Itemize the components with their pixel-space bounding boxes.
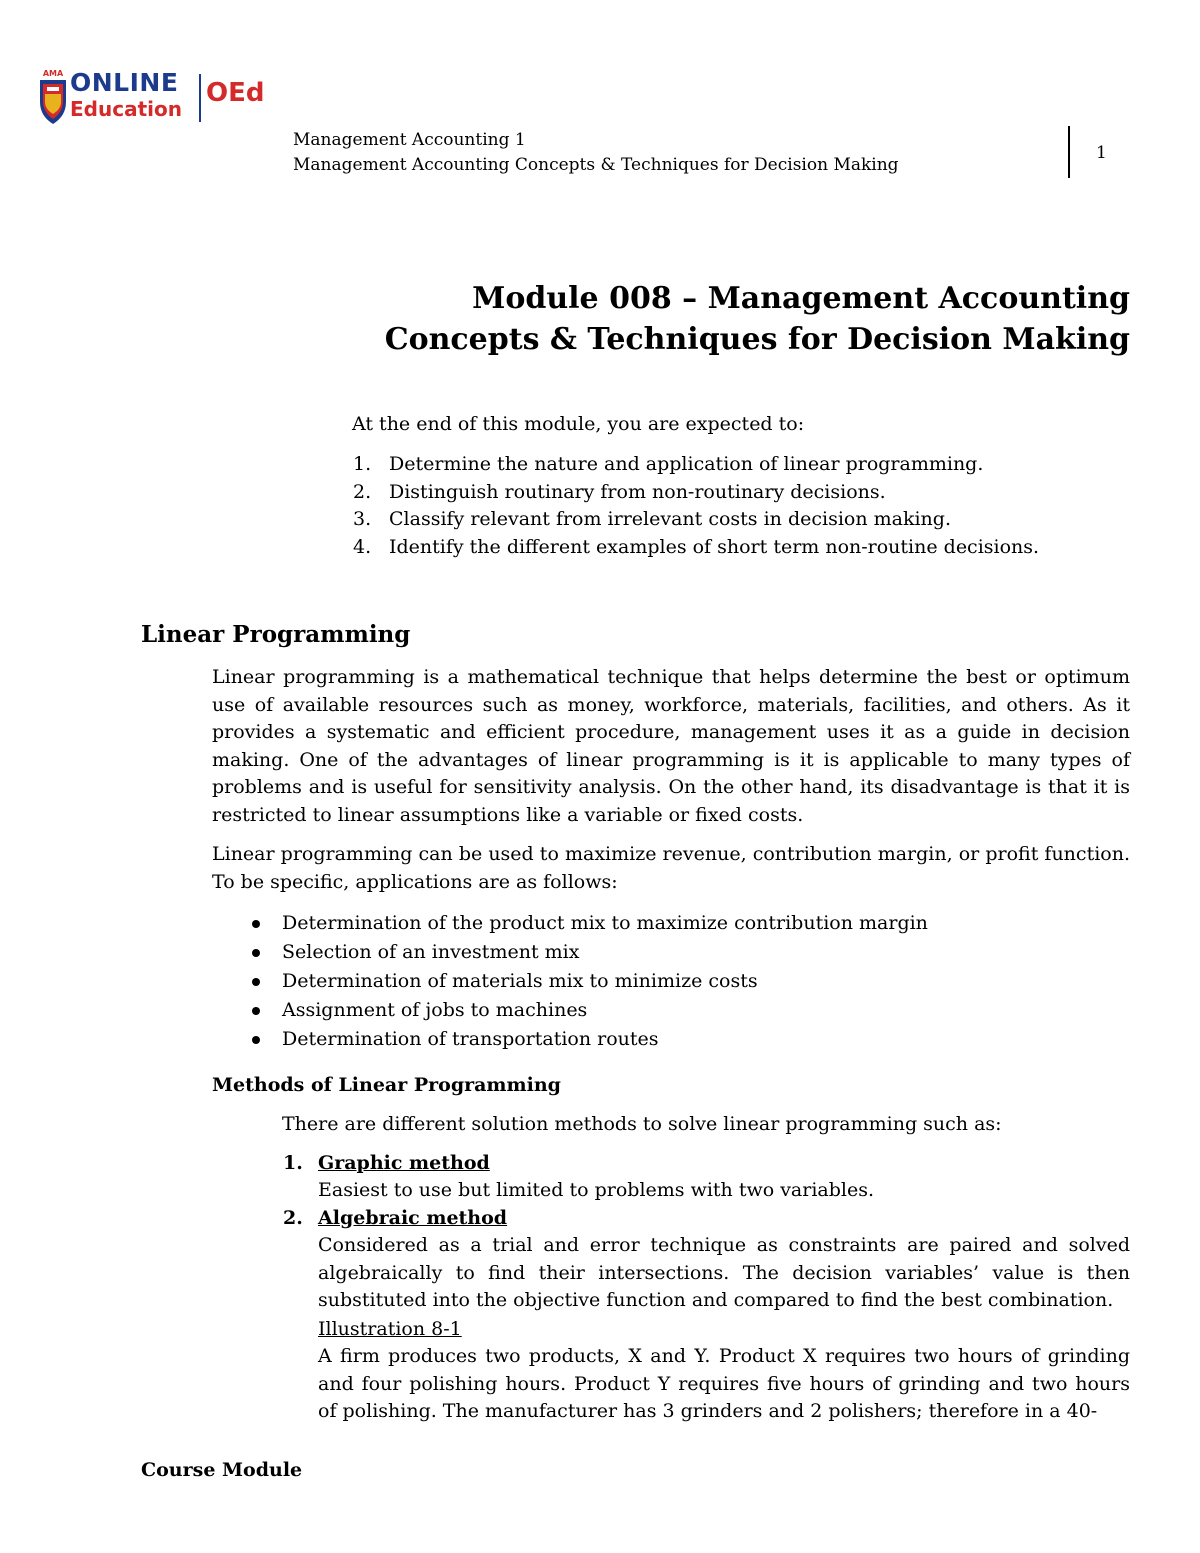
svg-text:AMA: AMA bbox=[42, 69, 64, 78]
illustration-label: Illustration 8-1 bbox=[318, 1318, 462, 1340]
list-item: Selection of an investment mix bbox=[282, 938, 928, 967]
list-item: Assignment of jobs to machines bbox=[282, 996, 928, 1025]
objective-item: 3. Classify relevant from irrelevant costs in decision making. bbox=[353, 508, 951, 530]
page-number: 1 bbox=[1096, 143, 1107, 163]
list-item: Determination of the product mix to maximize contribution margin bbox=[282, 909, 928, 938]
logo-word-education: Education bbox=[70, 97, 182, 121]
logo-word-oed: OEd bbox=[206, 78, 265, 108]
logo-divider bbox=[199, 74, 201, 122]
list-item: Determination of materials mix to minimize costs bbox=[282, 967, 928, 996]
header-course-name: Management Accounting 1 bbox=[293, 130, 526, 150]
bullet-icon bbox=[252, 1007, 260, 1015]
applications-list bbox=[282, 909, 928, 1054]
objectives-list bbox=[353, 451, 1040, 561]
objective-item: 1. Determine the nature and application of linear programming. bbox=[353, 453, 984, 475]
section-heading-linear-programming: Linear Programming bbox=[141, 621, 411, 648]
logo-word-online: ONLINE bbox=[70, 68, 179, 97]
objectives-intro: At the end of this module, you are expected to: bbox=[352, 413, 805, 435]
method-desc-graphic: Easiest to use but limited to problems with two variables. bbox=[318, 1179, 875, 1201]
header-subtitle: Management Accounting Concepts & Techniques for Decision Making bbox=[293, 155, 899, 175]
method-title-algebraic: Algebraic method bbox=[318, 1207, 508, 1229]
methods-intro: There are different solution methods to solve linear programming such as: bbox=[282, 1113, 1002, 1135]
method-desc-algebraic: Considered as a trial and error technique as constraints are paired and solved algebraically to find their intersections. The decision variables’ value is then substituted into the objective function and compared to find the best combination. bbox=[318, 1234, 1130, 1312]
logo bbox=[36, 68, 276, 130]
shield-crest-icon bbox=[36, 70, 70, 126]
illustration-text: A firm produces two products, X and Y. Product X requires two hours of grinding and four polishing hours. Product Y requires five hours of grinding and two hours of polishing. The manufacturer has 3 grinders and 2 polishers; therefore in a 40- bbox=[318, 1345, 1130, 1423]
sub-heading-methods: Methods of Linear Programming bbox=[212, 1074, 561, 1096]
bullet-icon bbox=[252, 978, 260, 986]
objective-item: 2. Distinguish routinary from non-routinary decisions. bbox=[353, 480, 886, 503]
module-title-line2: Concepts & Techniques for Decision Making bbox=[384, 322, 1130, 357]
method-title-graphic: Graphic method bbox=[318, 1152, 490, 1174]
list-item: Determination of transportation routes bbox=[282, 1025, 928, 1054]
objective-item: 4. Identify the different examples of short term non-routine decisions. bbox=[353, 535, 1040, 558]
bullet-icon bbox=[252, 1036, 260, 1044]
module-title bbox=[385, 278, 1130, 360]
header-divider bbox=[1068, 126, 1070, 178]
lp-paragraph-1: Linear programming is a mathematical technique that helps determine the best or optimum use of available resources such as money, workforce, materials, facilities, and others. As it provides a systematic and efficient procedure, management uses it as a guide in decision making. One of the advantages of linear programming is it is applicable to many types of problems and is useful for sensitivity analysis. On the other hand, its disadvantage is that it is restricted to linear assumptions like a variable or fixed costs. bbox=[212, 666, 1130, 826]
bullet-icon bbox=[252, 949, 260, 957]
shield-text-icon bbox=[36, 68, 70, 78]
bullet-icon bbox=[252, 920, 260, 928]
method-number-graphic: 1. bbox=[283, 1152, 303, 1174]
footer-course-module: Course Module bbox=[141, 1459, 303, 1481]
module-title-line1: Module 008 – Management Accounting bbox=[472, 281, 1130, 316]
method-number-algebraic: 2. bbox=[283, 1207, 303, 1229]
lp-paragraph-2: Linear programming can be used to maximize revenue, contribution margin, or profit function. To be specific, applications are as follows: bbox=[212, 843, 1130, 893]
